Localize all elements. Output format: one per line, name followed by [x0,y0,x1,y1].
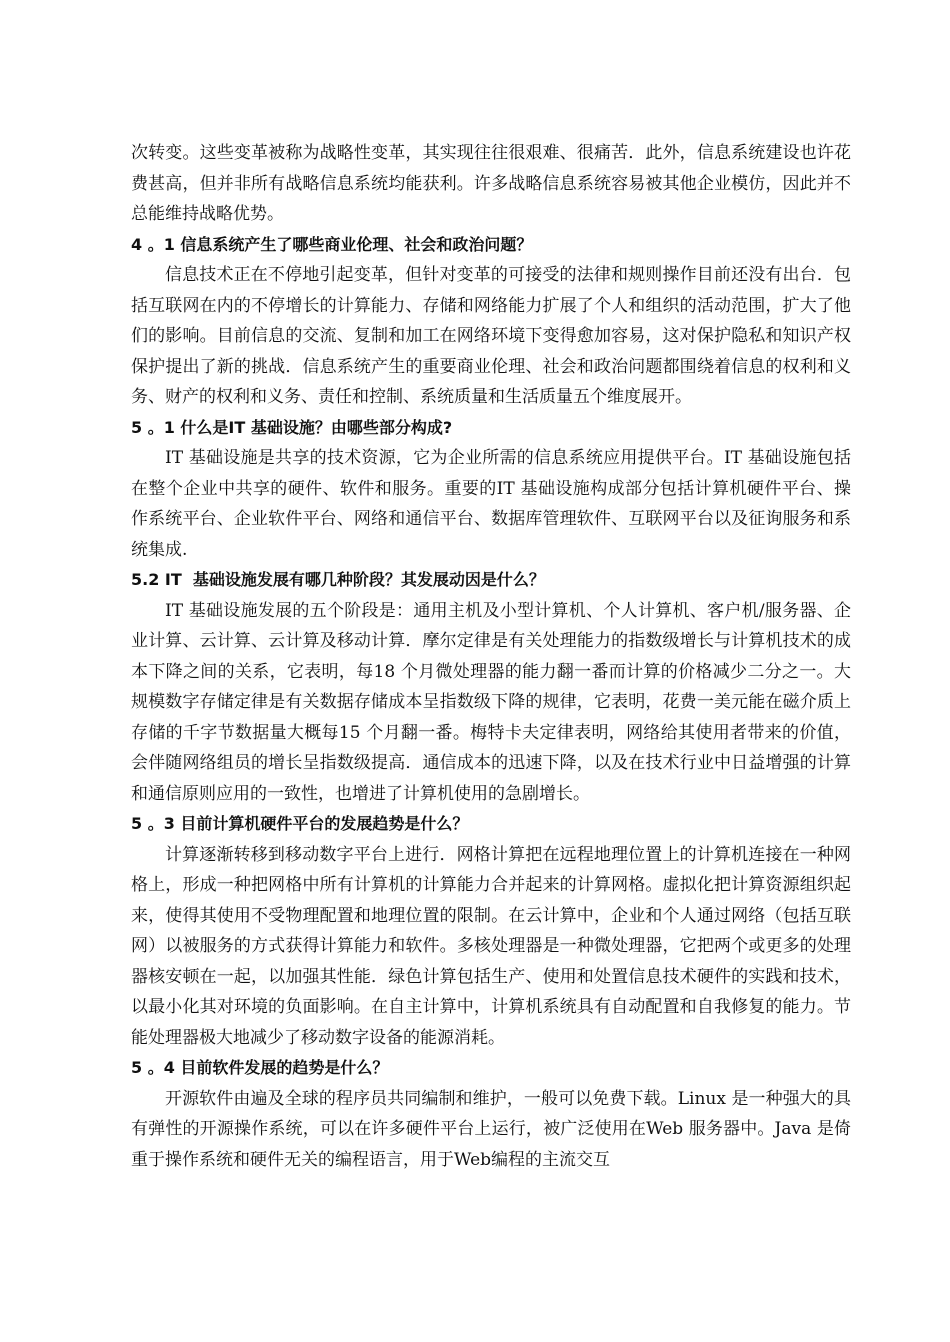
paragraph-5-4: 开源软件由遍及全球的程序员共同编制和维护，一般可以免费下载。Linux 是一种强大的具有弹性的开源操作系统，可以在许多硬件平台上运行，被广泛使用在Web 服务器中。Java 是倚重于操作系统和硬件无关的编程语言，用于Web编程的主流交互 [131,1088,851,1170]
paragraph-continued: 次转变。这些变革被称为战略性变革，其实现往往很艰难、很痛苦．此外，信息系统建设也许花费甚高，但并非所有战略信息系统均能获利。许多战略信息系统容易被其他企业模仿，因此并不总能维持战略优势。 [131,143,851,224]
paragraph-5-1: IT 基础设施是共享的技术资源，它为企业所需的信息系统应用提供平台。IT 基础设施包括在整个企业中共享的硬件、软件和服务。重要的IT 基础设施构成部分包括计算机硬件平台、操作系统平台、企业软件平台、网络和通信平台、数据库管理软件、互联网平台以及征询服务和系统集成. [131,448,851,560]
section-heading-4-1: 4 。1 信息系统产生了哪些商业伦理、社会和政治问题？ [131,234,533,254]
document-body [131,138,851,1175]
section-heading-5-3: 5 。3 目前计算机硬件平台的发展趋势是什么？ [131,814,469,833]
paragraph-5-3: 计算逐渐转移到移动数字平台上进行．网格计算把在远程地理位置上的计算机连接在一种网格上，形成一种把网格中所有计算机的计算能力合并起来的计算网格。虚拟化把计算资源组织起来，使得其使用不受物理配置和地理位置的限制。在云计算中，企业和个人通过网络（包括互联网）以被服务的方式获得计算能力和软件。多核处理器是一种微处理器，它把两个或更多的处理器核安顿在一起，以加强其性能．绿色计算包括生产、使用和处置信息技术硬件的实践和技术，以最小化其对环境的负面影响。在自主计算中，计算机系统具有自动配置和自我修复的能力。节能处理器极大地减少了移动数字设备的能源消耗。 [131,844,851,1048]
section-heading-5-2: 5.2 IT 基础设施发展有哪几种阶段？其发展动因是什么？ [131,570,545,589]
section-heading-5-4: 5 。4 目前软件发展的趋势是什么？ [131,1058,389,1077]
section-heading-5-1: 5 。1 什么是IT 基础设施？由哪些部分构成? [131,417,453,437]
paragraph-4-1: 信息技术正在不停地引起变革，但针对变革的可接受的法律和规则操作目前还没有出台．包括互联网在内的不停增长的计算能力、存储和网络能力扩展了个人和组织的活动范围，扩大了他们的影响。目前信息的交流、复制和加工在网络环境下变得愈加容易，这对保护隐私和知识产权保护提出了新的挑战．信息系统产生的重要商业伦理、社会和政治问题都围绕着信息的权利和义务、财产的权利和义务、责任和控制、系统质量和生活质量五个维度展开。 [131,265,851,407]
paragraph-5-2: IT 基础设施发展的五个阶段是：通用主机及小型计算机、个人计算机、客户机/服务器、企业计算、云计算、云计算及移动计算．摩尔定律是有关处理能力的指数级增长与计算机技术的成本下降之间的关系，它表明，每18 个月微处理器的能力翻一番而计算的价格减少二分之一。大规模数字存储定律是有关数据存储成本呈指数级下降的规律，它表明，花费一美元能在磁介质上存储的千字节数据量大概每15 个月翻一番。梅特卡夫定律表明，网络给其使用者带来的价值，会伴随网络组员的增长呈指数级提高．通信成本的迅速下降，以及在技术行业中日益增强的计算和通信原则应用的一致性，也增进了计算机使用的急剧增长。 [131,600,851,804]
